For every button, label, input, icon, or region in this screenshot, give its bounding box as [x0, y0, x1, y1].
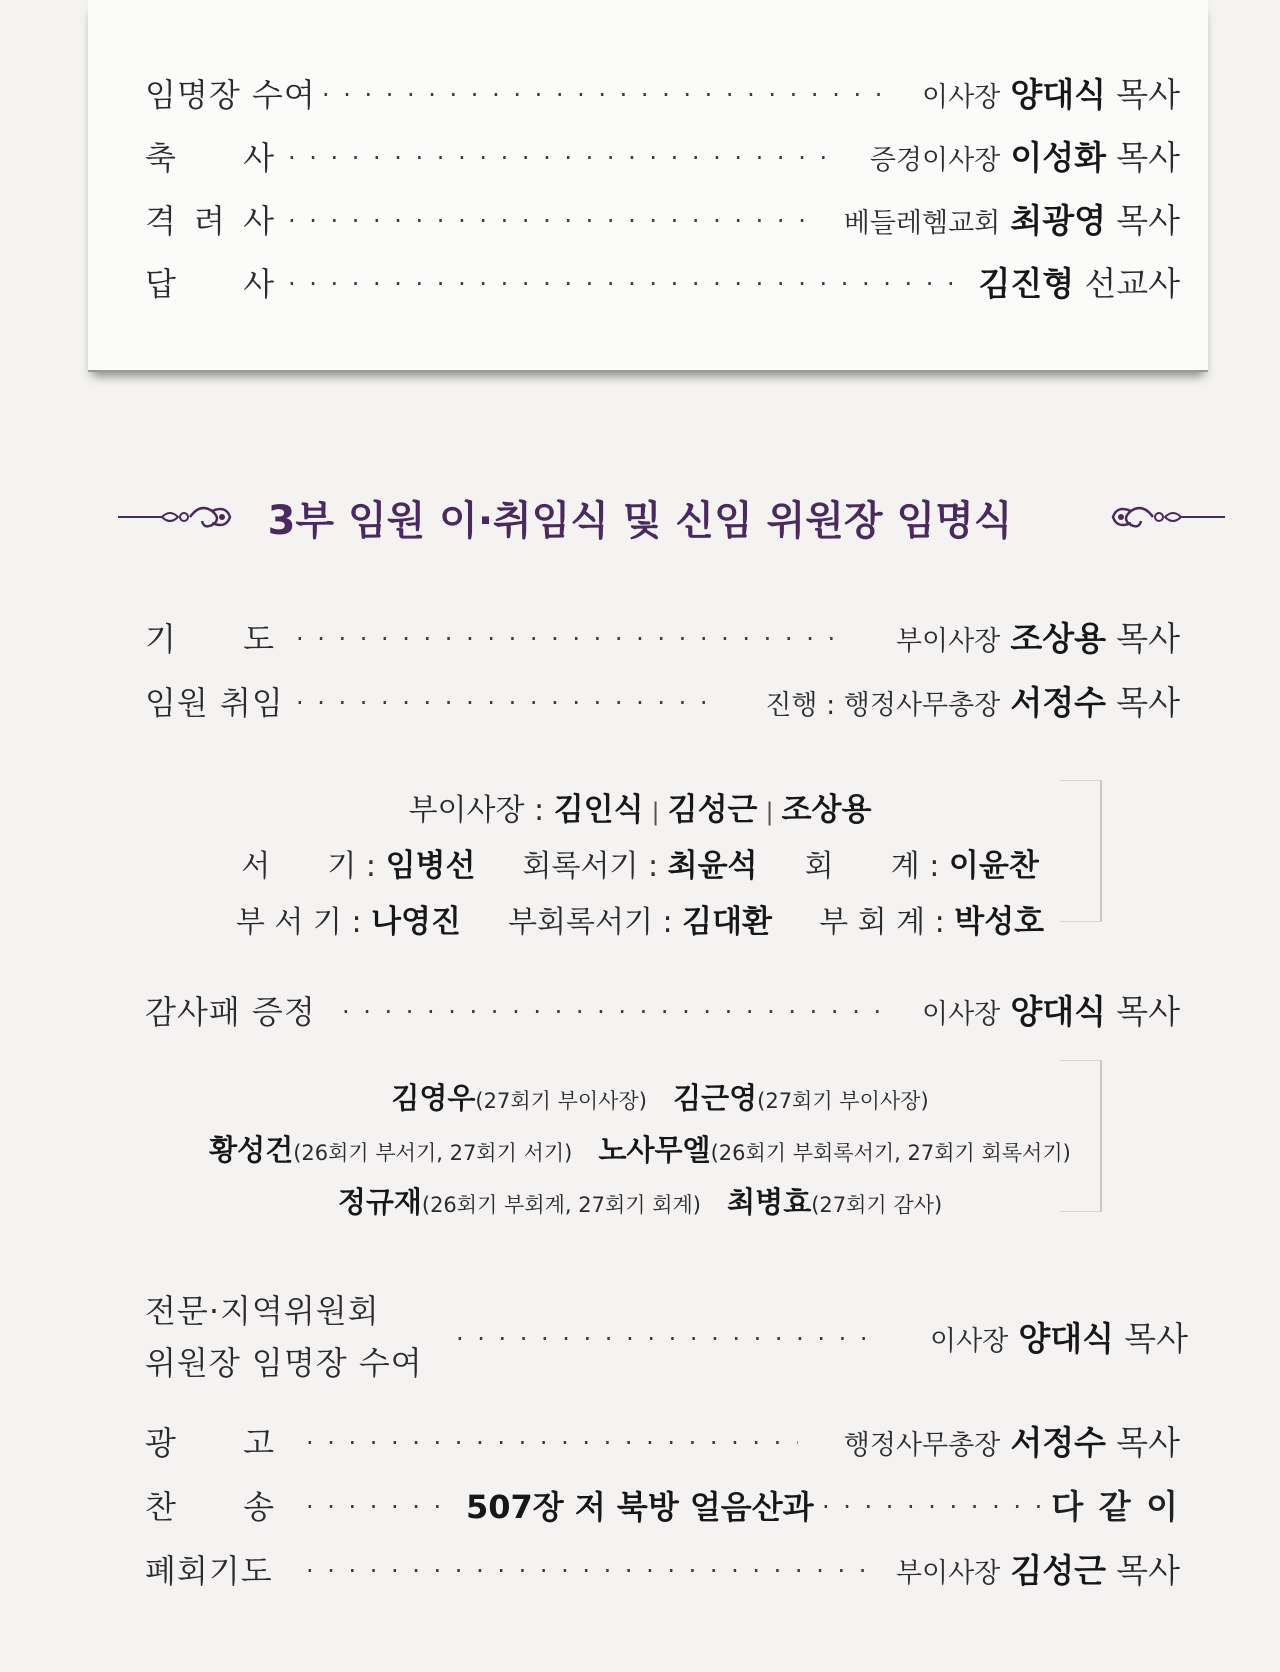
- program-row-announcements: [0, 1418, 1280, 1468]
- recipient-note: (27회기 부이사장): [475, 1089, 647, 1113]
- officer-name: 조상용: [781, 792, 872, 828]
- presenter-role: 이사장: [922, 999, 1001, 1030]
- presenter-name: 이성화: [1010, 138, 1107, 177]
- row-presenter: [930, 1314, 1188, 1367]
- row-label-line1: 전문·지역위원회: [145, 1292, 380, 1330]
- officers-list: [0, 786, 1280, 946]
- recipient-name: 최병효: [727, 1185, 812, 1219]
- label-char: 사: [243, 265, 275, 303]
- presenter-title: 목사: [1116, 201, 1180, 240]
- leader-dots: [288, 133, 840, 183]
- label-char: 기: [145, 620, 177, 658]
- presenter-role: 부이사장: [895, 626, 1001, 657]
- row-label: 감사패 증정: [145, 993, 316, 1031]
- previous-page-card: [88, 0, 1208, 372]
- leader-dots: [288, 259, 960, 309]
- program-row-response: [0, 259, 1280, 309]
- officer-name: 박성호: [954, 904, 1045, 940]
- row-label: [145, 196, 275, 246]
- label-char: 찬: [145, 1488, 177, 1526]
- label-char: 사: [243, 202, 275, 240]
- presenter-name: 최광영: [1010, 201, 1107, 240]
- row-label: [145, 259, 275, 309]
- presenter-title: 목사: [1116, 1423, 1180, 1462]
- row-presenter: [765, 678, 1180, 731]
- recipient-name: 노사무엘: [598, 1133, 711, 1167]
- presenter-name: 양대식: [1010, 75, 1107, 114]
- presenter-role: 증경이사장: [869, 145, 1001, 176]
- label-char: 격: [145, 202, 177, 240]
- leader-dots: [296, 678, 708, 728]
- leader-dots: [342, 987, 882, 1037]
- officer-key: 부 회 계 :: [819, 905, 955, 940]
- program-row-committee: [0, 1286, 1280, 1396]
- row-presenter: [922, 987, 1180, 1040]
- recipients-line-1: [40, 1074, 1280, 1122]
- label-char: 축: [145, 139, 177, 177]
- officer-name: 김성근: [667, 792, 758, 828]
- officer-name: 이윤찬: [948, 848, 1039, 884]
- hymn-participants: 다 같 이: [1051, 1487, 1180, 1526]
- label-char: 고: [243, 1424, 275, 1462]
- row-presenter: [870, 133, 1180, 186]
- recipient-name: 정규재: [337, 1185, 422, 1219]
- plaque-recipients: [0, 1074, 1280, 1226]
- separator: |: [765, 798, 774, 826]
- hymn-title: 507장 저 북방 얼음산과: [466, 1488, 814, 1526]
- recipient-name: 김근영: [673, 1081, 758, 1115]
- section-title: [0, 486, 1280, 556]
- program-row-hymn: [0, 1482, 1280, 1532]
- recipient-note: (27회기 감사): [811, 1193, 943, 1217]
- presenter-name: 조상용: [1010, 619, 1107, 658]
- presenter-title: 목사: [1116, 683, 1180, 722]
- row-label: 폐회기도: [145, 1552, 273, 1590]
- program-row-closing-prayer: [0, 1546, 1280, 1596]
- row-presenter: [896, 1546, 1180, 1599]
- presenter-role: 베들레헴교회: [843, 208, 1001, 239]
- presenter-title: 목사: [1124, 1319, 1188, 1358]
- presenter-name: 양대식: [1018, 1319, 1115, 1358]
- recipient-note: (26회기 부서기, 27회기 서기): [293, 1141, 573, 1165]
- row-label: 임원 취임: [145, 684, 284, 722]
- officer-key: 부 서 기 :: [235, 905, 372, 940]
- program-row-prayer: [0, 614, 1280, 664]
- label-char: 답: [145, 265, 177, 303]
- leader-dots: [306, 1482, 456, 1532]
- row-label: [145, 1418, 275, 1468]
- separator: |: [651, 798, 660, 826]
- presenter-name: 김성근: [1010, 1551, 1107, 1590]
- officer-key: 부회록서기 :: [508, 905, 683, 940]
- recipient-name: 황성건: [209, 1133, 294, 1167]
- row-label: [145, 133, 275, 183]
- recipient-note: (26회기 부회록서기, 27회기 회록서기): [710, 1141, 1071, 1165]
- presenter-name: 서정수: [1010, 683, 1107, 722]
- officer-name: 최윤석: [667, 848, 758, 884]
- presenter-role: 이사장: [922, 82, 1001, 113]
- program-row-plaque: [0, 987, 1280, 1037]
- officers-row-2: [0, 898, 1280, 946]
- presenter-title: 목사: [1116, 619, 1180, 658]
- presenter-name: 양대식: [1010, 992, 1107, 1031]
- row-label-line2: 위원장 임명장 수여: [145, 1344, 423, 1382]
- recipient-name: 김영우: [391, 1081, 476, 1115]
- row-label: [145, 1482, 275, 1532]
- section-title-text: 3부 임원 이·취임식 및 신임 위원장 임명식: [267, 498, 1013, 544]
- leader-dots: [822, 1482, 1044, 1532]
- presenter-role: 이사장: [930, 1326, 1009, 1357]
- presenter-title: 목사: [1116, 138, 1180, 177]
- recipient-note: (26회기 부회계, 27회기 회계): [421, 1193, 701, 1217]
- leader-dots: [306, 1546, 872, 1596]
- row-presenter: [844, 196, 1180, 249]
- label-char: 광: [145, 1424, 177, 1462]
- presenter-name: 서정수: [1010, 1423, 1107, 1462]
- leader-dots: [296, 614, 848, 664]
- presenter-title: 목사: [1116, 1551, 1180, 1590]
- officers-row-1: [0, 842, 1280, 890]
- presenter-title: 선교사: [1084, 264, 1180, 303]
- program-row-congratulatory: [0, 133, 1280, 183]
- row-presenter: [896, 614, 1180, 667]
- label-char: 사: [243, 139, 275, 177]
- row-presenter: [922, 70, 1180, 123]
- officer-key: 회록서기 :: [522, 849, 668, 884]
- right-flourish-icon: [1090, 492, 1225, 542]
- presenter-title: 목사: [1116, 75, 1180, 114]
- recipients-line-2: [0, 1126, 1280, 1174]
- officer-key: 부이사장 :: [408, 793, 554, 828]
- row-presenter: [844, 1418, 1180, 1471]
- officer-name: 김대환: [682, 904, 772, 940]
- officer-name: 임병선: [385, 848, 476, 884]
- officer-name: 나영진: [371, 904, 461, 940]
- presenter-role: 부이사장: [895, 1558, 1001, 1589]
- officer-key: 회 계 :: [804, 849, 949, 884]
- officer-key: 서 기 :: [241, 849, 386, 884]
- recipients-line-3: [0, 1178, 1280, 1226]
- presenter-role: 행정사무총장: [843, 1430, 1001, 1461]
- leader-dots: [322, 70, 882, 120]
- program-row-inauguration: [0, 678, 1280, 728]
- row-presenter: [979, 259, 1180, 309]
- presenter-role: 진행 : 행정사무총장: [765, 690, 1001, 721]
- label-char: 려: [194, 202, 226, 240]
- row-label: [145, 614, 275, 664]
- recipient-note: (27회기 부이사장): [757, 1089, 929, 1113]
- label-char: 송: [243, 1488, 275, 1526]
- vice-chairs-line: [0, 786, 1280, 834]
- presenter-name: 김진형: [978, 264, 1075, 303]
- presenter-title: 목사: [1116, 992, 1180, 1031]
- program-row-encouragement: [0, 196, 1280, 246]
- program-row-appointment: [0, 70, 1280, 120]
- leader-dots: [306, 1418, 798, 1468]
- leader-dots: [456, 1314, 876, 1364]
- row-label: 임명장 수여: [145, 76, 316, 114]
- leader-dots: [288, 196, 810, 246]
- label-char: 도: [243, 620, 275, 658]
- officer-name: 김인식: [553, 792, 644, 828]
